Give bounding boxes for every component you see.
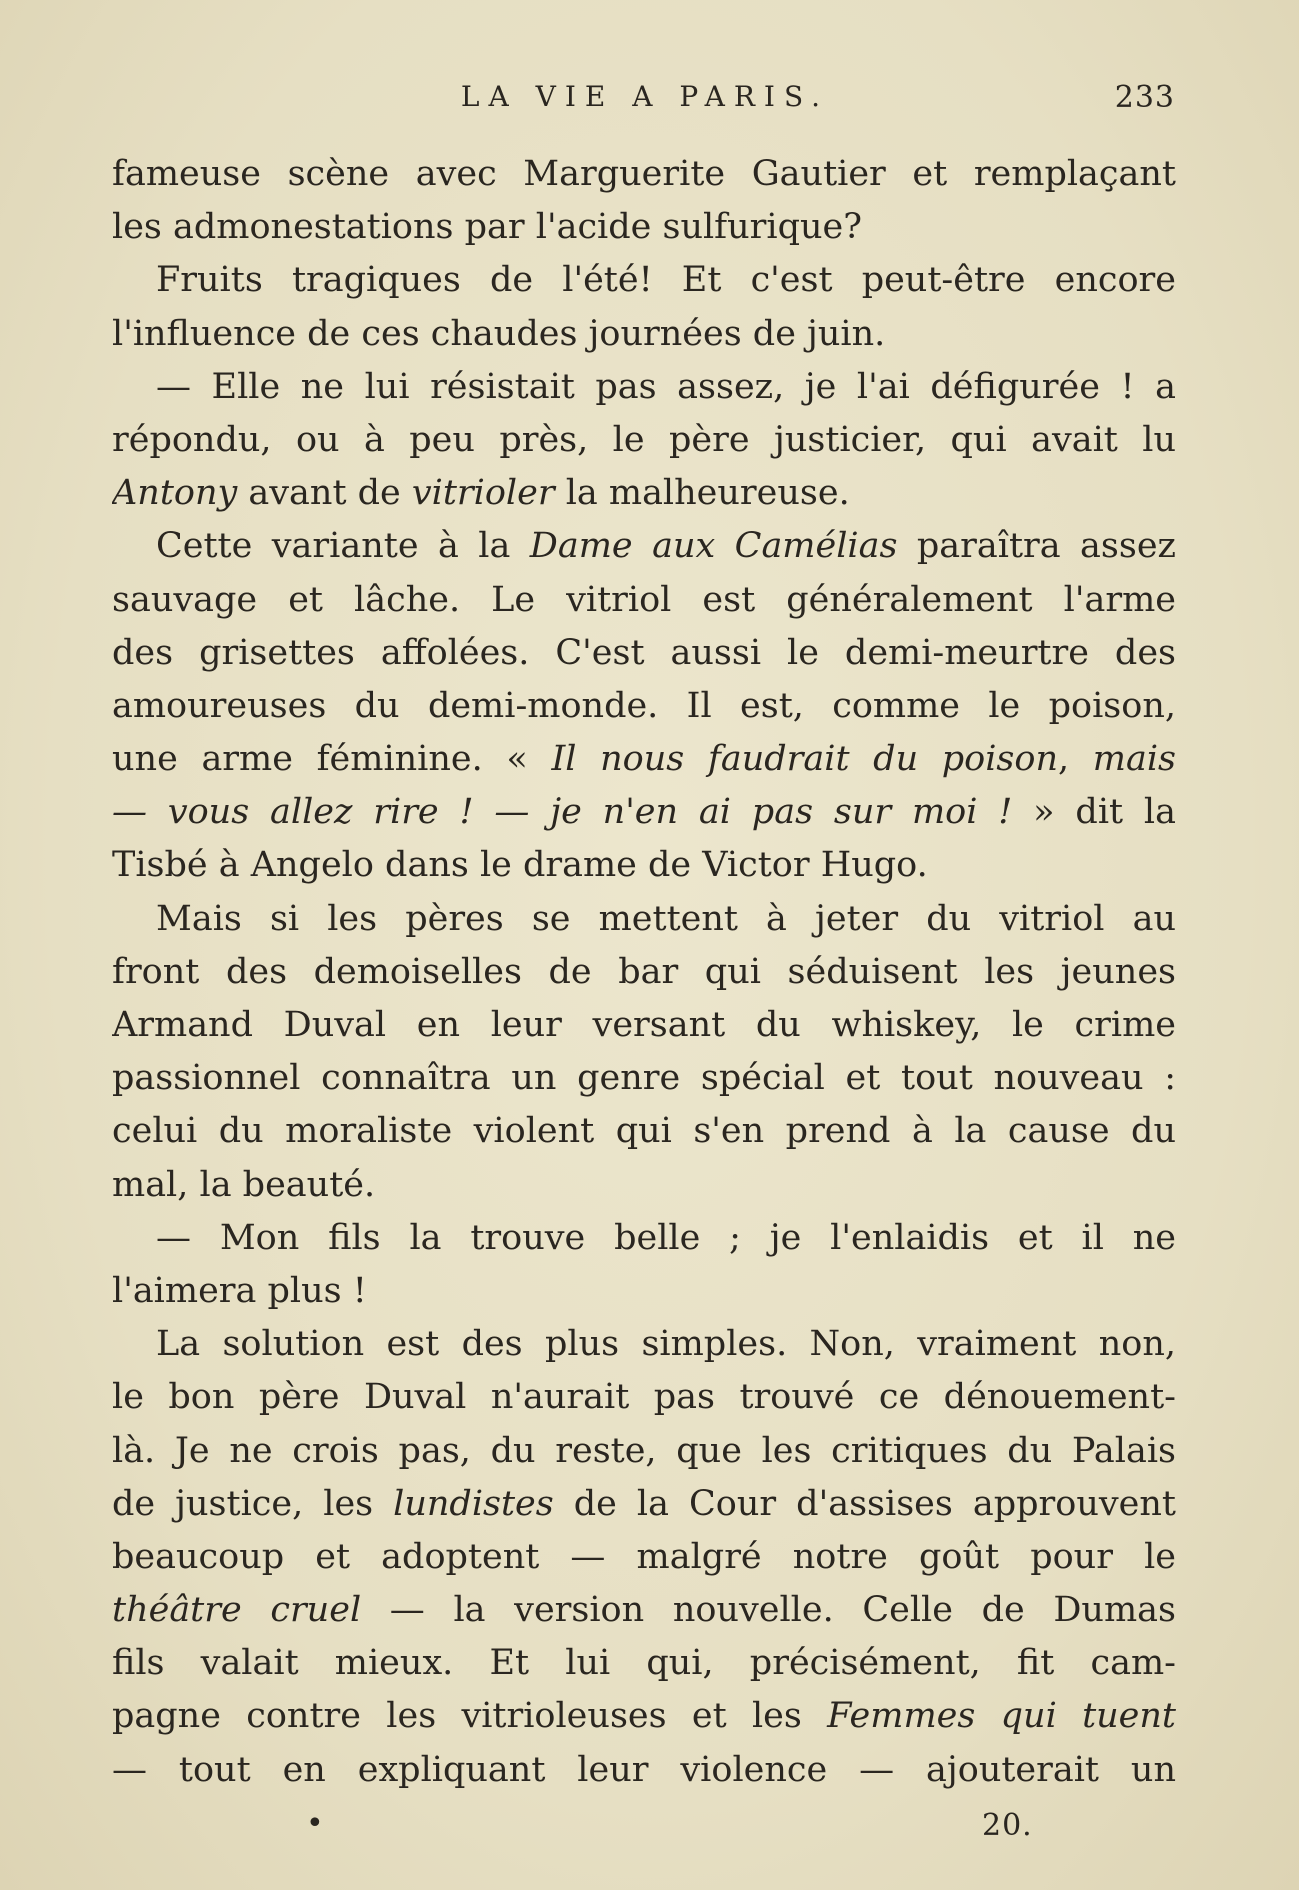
text-segment: fameuse scène avec Marguerite Gautier et remplaçant xyxy=(112,154,1176,194)
text-line xyxy=(112,627,1176,680)
italic-text-segment: vitrioler xyxy=(411,473,555,514)
text-line xyxy=(112,520,1176,573)
text-line xyxy=(112,148,1176,201)
text-line xyxy=(112,254,1176,307)
text-line xyxy=(112,414,1176,467)
text-segment: là. Je ne crois pas, du reste, que les critiques du Palais xyxy=(112,1430,1176,1471)
text-line xyxy=(112,786,1176,839)
text-segment: mal, la beauté. xyxy=(112,1164,376,1205)
text-line xyxy=(112,1744,1176,1797)
body-text xyxy=(112,148,1176,1797)
text-line xyxy=(112,1637,1176,1690)
text-segment: Mais si les pères se mettent à jeter du vitriol au xyxy=(156,898,1176,939)
text-segment: front des demoiselles de bar qui séduisent les jeunes xyxy=(112,951,1176,992)
italic-text-segment: théâtre cruel xyxy=(112,1590,362,1631)
text-line xyxy=(112,999,1176,1052)
text-line xyxy=(112,467,1176,520)
text-segment: Armand Duval en leur versant du whiskey, le crime xyxy=(112,1005,1176,1045)
page-number: 233 xyxy=(1114,80,1175,115)
text-segment: » dit la xyxy=(1012,792,1176,833)
text-line xyxy=(112,680,1176,733)
text-line xyxy=(112,1531,1176,1584)
text-segment: sauvage et lâche. Le vitriol est généralement l'arme xyxy=(112,579,1176,620)
text-line xyxy=(112,893,1176,946)
text-segment: — la version nouvelle. Celle de Dumas xyxy=(361,1590,1176,1631)
italic-text-segment: mais xyxy=(1092,739,1176,780)
text-segment: l'aimera plus ! xyxy=(112,1270,367,1311)
text-segment: la malheureuse. xyxy=(554,473,850,514)
text-line xyxy=(112,839,1176,892)
text-segment: beaucoup et adoptent — malgré notre goût pour le xyxy=(112,1536,1176,1577)
text-line xyxy=(112,1318,1176,1371)
text-segment: La solution est des plus simples. Non, vraiment non, xyxy=(156,1324,1176,1365)
text-segment: le bon père Duval n'aurait pas trouvé ce dénouement- xyxy=(112,1377,1176,1418)
text-line xyxy=(112,1690,1176,1743)
text-segment: l'influence de ces chaudes journées de juin. xyxy=(112,313,886,354)
text-segment: Fruits tragiques de l'été! Et c'est peut-être encore xyxy=(156,260,1176,301)
text-segment: — Elle ne lui résistait pas assez, je l'ai défigurée ! a xyxy=(156,366,1176,407)
text-line xyxy=(112,1212,1176,1265)
text-segment: une arme féminine. « xyxy=(112,739,552,780)
text-line xyxy=(112,361,1176,414)
text-segment: pagne contre les vitrioleuses et les xyxy=(112,1696,828,1737)
page-footer xyxy=(112,1808,1176,1848)
text-line xyxy=(112,1052,1176,1105)
italic-text-segment: lundistes xyxy=(393,1483,554,1524)
text-line xyxy=(112,201,1176,254)
italic-text-segment: Antony xyxy=(112,473,238,514)
text-line xyxy=(112,733,1176,786)
text-segment: fils valait mieux. Et lui qui, précisément, fit cam- xyxy=(112,1643,1176,1684)
text-segment: de la Cour d'assises approuvent xyxy=(553,1483,1176,1524)
text-line xyxy=(112,1105,1176,1158)
text-segment: des grisettes affolées. C'est aussi le demi-meurtre des xyxy=(112,632,1176,673)
text-segment: celui du moraliste violent qui s'en prend à la cause du xyxy=(112,1111,1176,1152)
text-segment: paraîtra assez xyxy=(897,526,1176,567)
text-line xyxy=(112,1425,1176,1478)
text-segment: avant de xyxy=(237,473,412,514)
running-header xyxy=(115,80,1175,120)
text-line xyxy=(112,308,1176,361)
text-segment: de justice, les xyxy=(112,1483,394,1524)
text-segment: , xyxy=(1058,739,1093,780)
italic-text-segment: — vous allez rire ! — je n'en ai pas sur moi ! xyxy=(112,792,1013,833)
text-segment: — tout en expliquant leur violence — ajouterait un xyxy=(112,1749,1176,1790)
text-segment: passionnel connaîtra un genre spécial et tout nouveau : xyxy=(112,1058,1176,1099)
running-title: LA VIE A PARIS. xyxy=(460,80,830,113)
text-segment: — Mon fils la trouve belle ; je l'enlaidis et il ne xyxy=(156,1217,1176,1258)
italic-text-segment: Dame aux Camélias xyxy=(529,526,898,567)
text-segment: Cette variante à la xyxy=(156,526,530,567)
italic-text-segment: Il nous faudrait du poison xyxy=(551,739,1059,780)
italic-text-segment: Femmes qui tuent xyxy=(827,1696,1176,1737)
text-line xyxy=(112,574,1176,627)
signature-mark: 20. xyxy=(982,1808,1033,1843)
footer-mark: • xyxy=(306,1806,324,1841)
text-line xyxy=(112,1478,1176,1531)
text-segment: répondu, ou à peu près, le père justicier, qui avait lu xyxy=(112,419,1176,460)
text-segment: les admonestations par l'acide sulfurique? xyxy=(112,207,863,248)
text-segment: Tisbé à Angelo dans le drame de Victor Hugo. xyxy=(112,845,928,886)
text-segment: amoureuses du demi-monde. Il est, comme le poison, xyxy=(112,685,1176,726)
text-line xyxy=(112,1265,1176,1318)
text-line xyxy=(112,946,1176,999)
text-line xyxy=(112,1371,1176,1424)
text-line xyxy=(112,1584,1176,1637)
text-line xyxy=(112,1159,1176,1212)
